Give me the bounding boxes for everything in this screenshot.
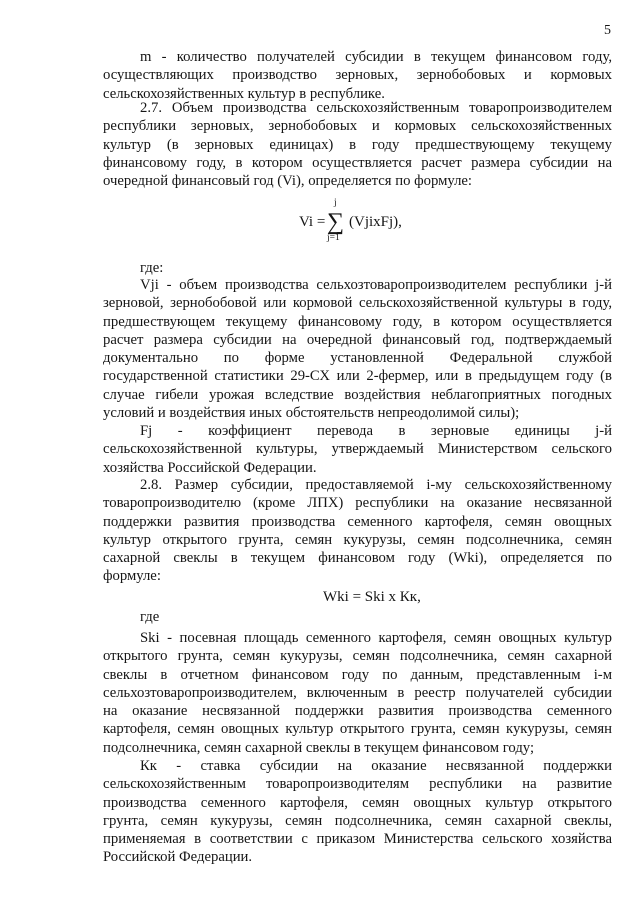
text-line: зерновой, зернобобовой или кормовой сельскохозяйственной культуры в году, (103, 295, 612, 312)
text-line: свеклы в отчетном финансовом году по данным, представленным i-м (103, 666, 612, 683)
text-line: культур открытого грунта, семян кукурузы, семян подсолнечника, семян (103, 531, 612, 548)
text-line: поддержки развития производства семенного картофеля, семян овощных (103, 513, 612, 530)
formula-vi-lhs: Vi = (299, 214, 326, 230)
text-line: сельскохозяйственным товаропроизводителям республики на развитие (103, 776, 612, 793)
formula-vi-rhs: (VjixFj), (349, 214, 402, 230)
text-line: сельскохозяйственной культуры, утверждаемый Министерством сельского (103, 441, 612, 458)
ski-definition (103, 629, 612, 757)
text-line: формуле: (103, 568, 161, 585)
text-line: культур (в зерновых единицах) в году предшествующему текущему (103, 136, 612, 153)
text-line: 2.7. Объем производства сельскохозяйственным товаропроизводителем (140, 100, 612, 116)
text-line: Vji - объем производства сельхозтоваропроизводителем республики j-й (140, 277, 612, 293)
sum-symbol: ∑ (327, 209, 345, 235)
text-line: осуществляющих производство зерновых, зернобобовых и кормовых (103, 67, 612, 84)
text-line: товаропроизводителю (кроме ЛПХ) республики на оказание несвязанной (103, 495, 612, 512)
where-label: где (140, 609, 160, 625)
clause-2-8 (103, 476, 612, 586)
text-line: государственной статистики 29-СХ или 2-фермер, или в предыдущем году (в (103, 368, 612, 385)
text-line: 2.8. Размер субсидии, предоставляемой i-му сельскохозяйственному (140, 477, 612, 493)
sum-lower-limit: j=1 (327, 233, 340, 243)
text-line: хозяйства Российской Федерации. (103, 459, 317, 476)
text-line: Fj - коэффициент перевода в зерновые единицы j-й (140, 423, 612, 439)
text-line: условий и воздействия иных обстоятельств непреодолимой силы); (103, 405, 520, 422)
text-line: сельхозтоваропроизводителем, включенным в реестр получателей субсидии (103, 684, 612, 701)
fj-definition (103, 422, 612, 477)
vji-definition (103, 276, 612, 422)
text-line: производства семенного картофеля, семян овощных культур открытого (103, 794, 612, 811)
text-line: Кк - ставка субсидии на оказание несвязанной поддержки (140, 758, 612, 774)
text-line: подсолнечника, семян сахарной свеклы в текущем финансовом году; (103, 739, 535, 756)
page-number: 5 (604, 23, 611, 38)
kk-definition (103, 757, 612, 867)
clause-2-7 (103, 99, 612, 190)
m-definition (103, 48, 612, 103)
formula-wki: Wki = Ski x Кк, (323, 589, 421, 605)
sum-upper-limit: j (334, 198, 337, 208)
text-line: очередной финансовый год (Vi), определяется по формуле: (103, 173, 473, 190)
text-line: расчет размера субсидии на очередной финансовый год, подтверждаемый (103, 331, 612, 348)
text-line: сельскохозяйственных культур в республике. (103, 85, 385, 102)
text-line: документально по форме установленной Федеральной службой (103, 350, 612, 367)
text-line: сахарной свеклы в текущем финансовом году (Wki), определяется по (103, 550, 612, 567)
text-line: Ski - посевная площадь семенного картофеля, семян овощных культур (140, 630, 612, 646)
text-line: на оказание несвязанной поддержки развития производства семенного (103, 703, 612, 720)
where-label: где: (140, 260, 164, 276)
text-line: Российской Федерации. (103, 849, 253, 866)
text-line: республики зерновых, зернобобовых и кормовых сельскохозяйственных (103, 118, 612, 135)
text-line: открытого грунта, семян кукурузы, семян подсолнечника, семян сахарной (103, 648, 612, 665)
text-line: применяемая в соответствии с приказом Министерства сельского хозяйства (103, 831, 612, 848)
text-line: картофеля, семян овощных культур открытого грунта, семян кукурузы, семян (103, 721, 612, 738)
text-line: предшествующем текущему финансовому году, в котором осуществляется (103, 313, 612, 330)
text-line: грунта, семян кукурузы, семян подсолнечника, семян сахарной свеклы, (103, 812, 612, 829)
text-line: m - количество получателей субсидии в текущем финансовом году, (140, 49, 612, 65)
text-line: случае гибели урожая вследствие воздействия неблагоприятных погодных (103, 386, 612, 403)
text-line: финансовому году, в котором осуществляется расчет размера субсидии на (103, 154, 612, 171)
